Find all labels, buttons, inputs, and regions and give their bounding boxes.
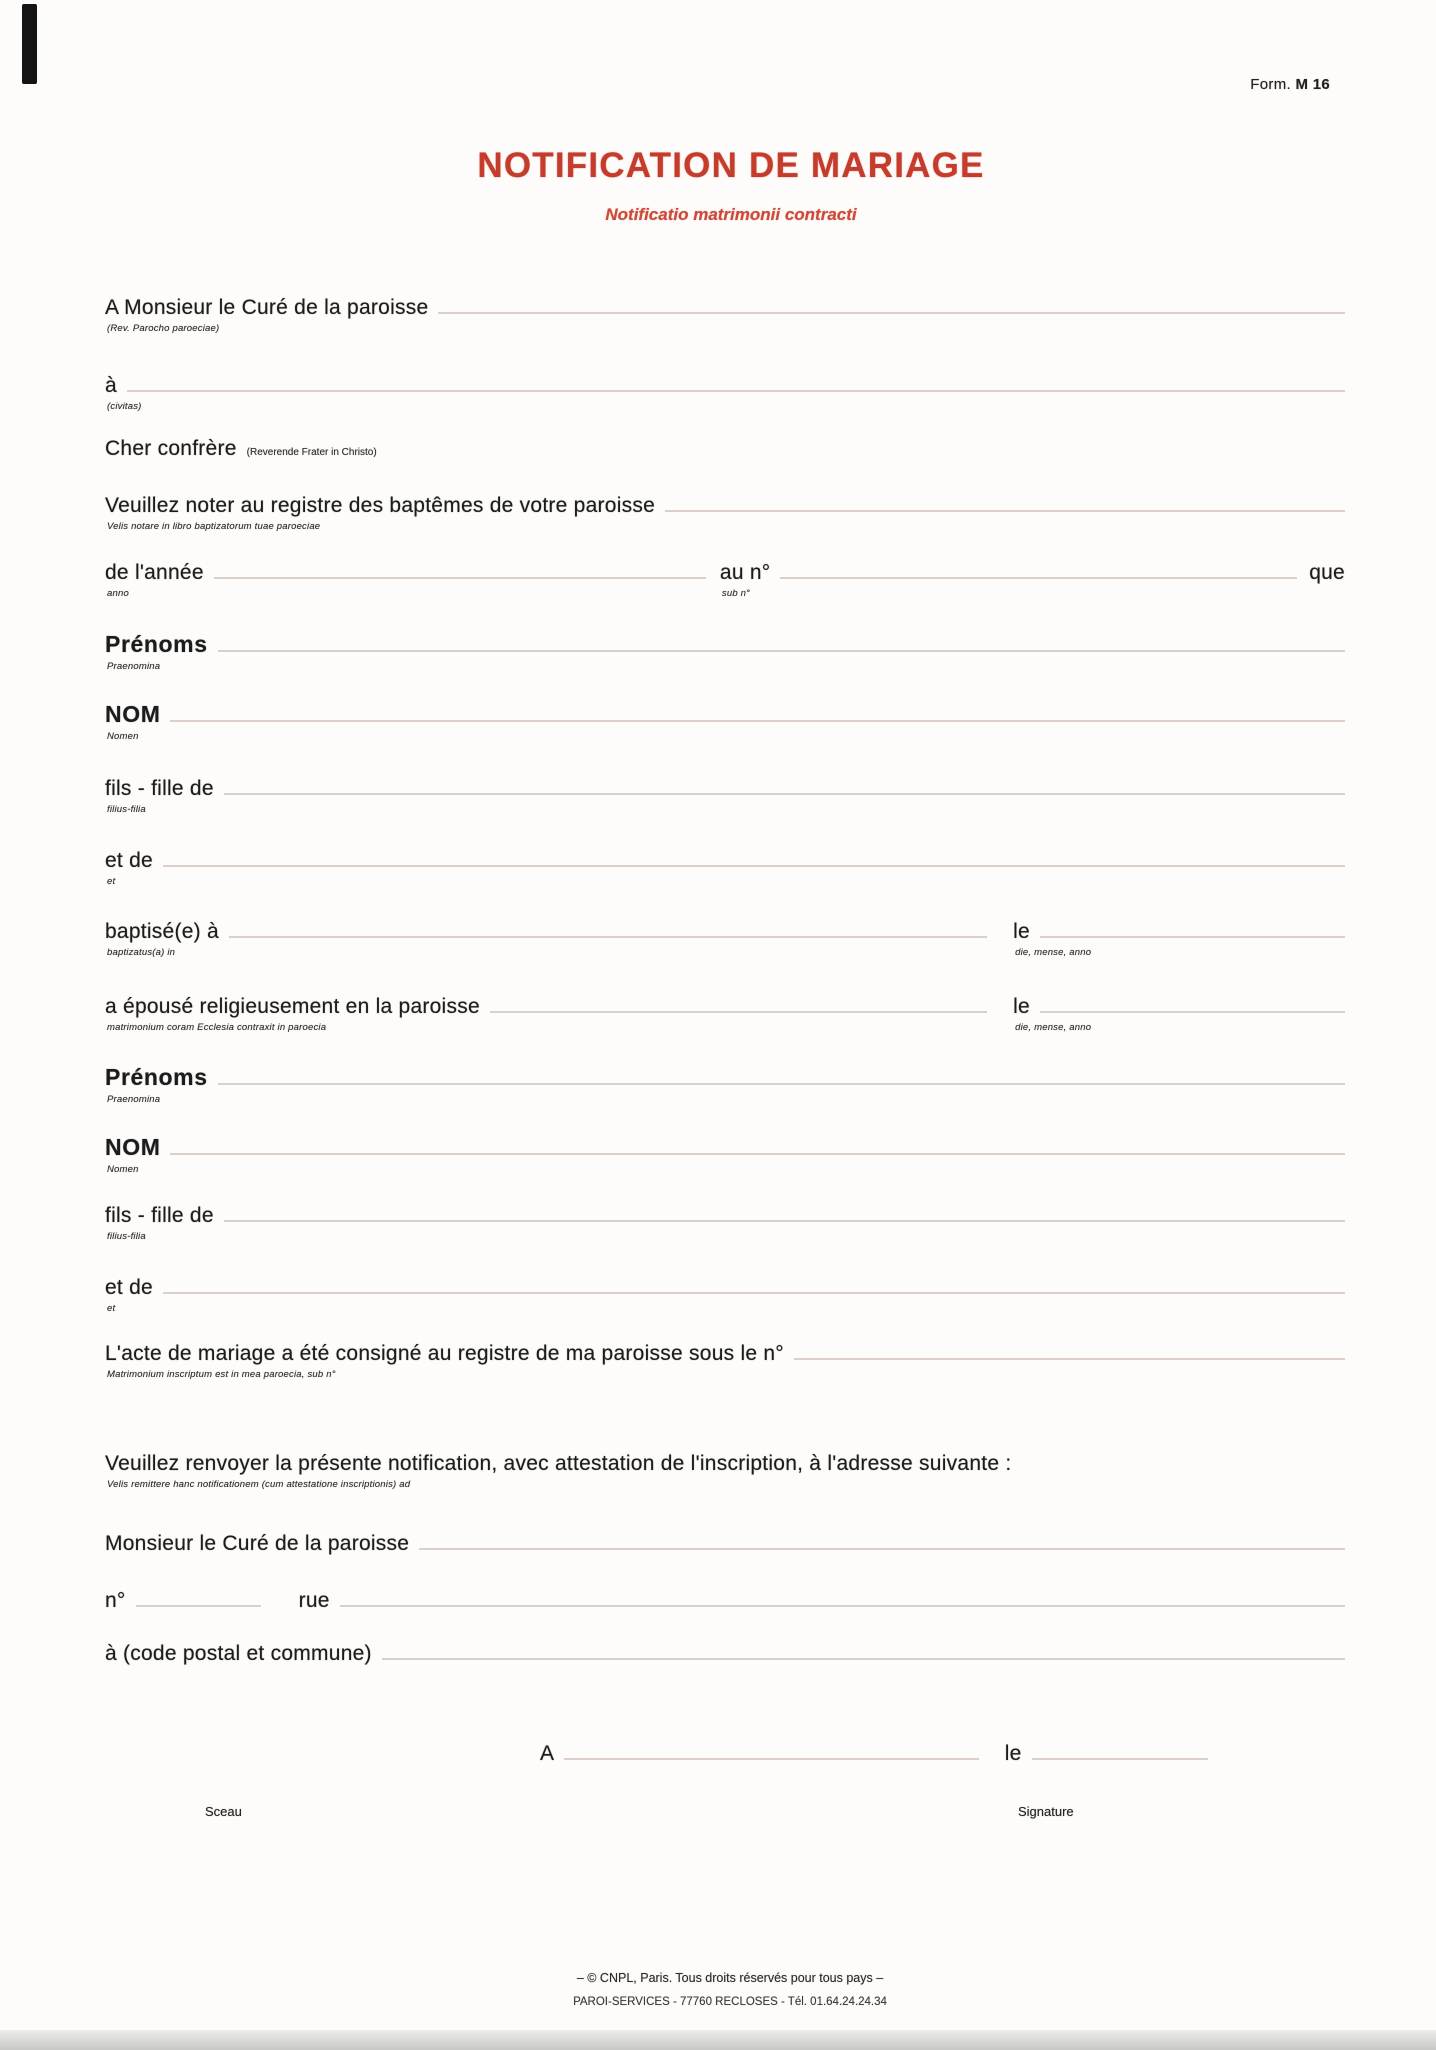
row-spouse1-and-of xyxy=(105,849,1345,887)
row-commune xyxy=(105,1642,1345,1666)
return-addressee-label: Monsieur le Curé de la paroisse xyxy=(105,1532,410,1555)
married-latin: matrimonium coram Ecclesia contraxit in paroecia xyxy=(107,1022,327,1033)
baptized-date-label: le xyxy=(1013,920,1030,943)
form-code xyxy=(1250,76,1330,93)
baptized-latin: baptizatus(a) in xyxy=(107,947,176,958)
spouse1-child-of-label: fils - fille de xyxy=(105,777,214,800)
blank-line-street xyxy=(340,1603,1345,1607)
street-label: rue xyxy=(298,1589,330,1612)
row-spouse1-child-of xyxy=(105,777,1345,815)
field-number xyxy=(719,561,771,599)
field-year xyxy=(105,561,204,599)
married-label: a épousé religieusement en la paroisse xyxy=(105,995,480,1018)
seal-label: Sceau xyxy=(205,1804,242,1819)
field-spouse2-and-of xyxy=(105,1276,153,1314)
spouse1-nom-label: NOM xyxy=(105,701,161,727)
field-spouse1-prenoms xyxy=(105,631,208,672)
signed-at-label: A xyxy=(540,1742,555,1765)
row-spouse1-nom xyxy=(105,701,1345,742)
blank-line-spouse2-nom xyxy=(170,1151,1345,1155)
scan-bottom-edge xyxy=(0,2030,1436,2050)
field-married xyxy=(105,995,480,1033)
spouse2-nom-latin: Nomen xyxy=(107,1164,139,1175)
blank-line-married-parish xyxy=(490,1009,987,1013)
row-place xyxy=(105,374,1345,412)
commune-label: à (code postal et commune) xyxy=(105,1642,372,1665)
field-spouse2-prenoms xyxy=(105,1064,208,1105)
blank-line-spouse2-prenoms xyxy=(218,1081,1345,1085)
signed-on-label: le xyxy=(1004,1742,1022,1765)
blank-line-street-number xyxy=(136,1603,261,1607)
field-spouse1-nom xyxy=(105,701,161,742)
blank-line-act-number xyxy=(794,1356,1345,1360)
blank-line-register xyxy=(665,508,1345,512)
footer-publisher: PAROI-SERVICES - 77760 RECLOSES - Tél. 01.64.24.24.34 xyxy=(573,1996,887,2008)
field-baptized xyxy=(105,920,219,958)
blank-line-spouse2-child-of xyxy=(224,1218,1345,1222)
blank-line-signed-place xyxy=(564,1756,979,1760)
field-act xyxy=(105,1342,784,1380)
field-spouse1-and-of xyxy=(105,849,153,887)
blank-line-married-date xyxy=(1040,1009,1345,1013)
baptized-label: baptisé(e) à xyxy=(105,920,219,943)
number-label: au n° xyxy=(719,561,771,584)
married-date-label: le xyxy=(1013,995,1030,1018)
blank-line-baptized-place xyxy=(229,934,987,938)
page-subtitle-latin: Notificatio matrimonii contracti xyxy=(605,205,857,224)
field-place xyxy=(105,374,142,412)
blank-line-place xyxy=(127,388,1345,392)
salutation-label: Cher confrère xyxy=(105,437,237,460)
spouse2-nom-label: NOM xyxy=(105,1134,161,1160)
form-code-number: M 16 xyxy=(1295,76,1330,93)
row-street xyxy=(105,1589,1345,1613)
street-number-label: n° xyxy=(105,1589,126,1612)
row-salutation xyxy=(105,437,1345,461)
row-spouse2-child-of xyxy=(105,1204,1345,1242)
row-married xyxy=(105,995,1345,1033)
spouse1-prenoms-latin: Praenomina xyxy=(107,661,161,672)
form-code-prefix: Form. xyxy=(1250,76,1291,93)
that-label: que xyxy=(1309,561,1345,584)
blank-line-spouse1-and-of xyxy=(163,863,1345,867)
blank-line-commune xyxy=(382,1656,1345,1660)
row-addressee xyxy=(105,296,1345,334)
spouse2-child-of-label: fils - fille de xyxy=(105,1204,214,1227)
blank-line-number xyxy=(780,575,1297,579)
row-return-instruction xyxy=(105,1452,1345,1490)
blank-line-spouse2-and-of xyxy=(163,1290,1345,1294)
baptized-date-latin: die, mense, anno xyxy=(1015,947,1092,958)
spouse2-prenoms-latin: Praenomina xyxy=(107,1094,161,1105)
blank-line-spouse1-child-of xyxy=(224,791,1345,795)
blank-line-signed-date xyxy=(1032,1756,1208,1760)
addressee-latin: (Rev. Parocho paroeciae) xyxy=(107,323,220,334)
return-instruction-latin: Velis remittere hanc notificationem (cum attestatione inscriptionis) ad xyxy=(107,1479,411,1490)
row-register xyxy=(105,494,1345,532)
row-spouse2-and-of xyxy=(105,1276,1345,1314)
row-baptized xyxy=(105,920,1345,958)
number-latin: sub n° xyxy=(721,588,751,599)
blank-line-spouse1-prenoms xyxy=(218,648,1345,652)
register-latin: Velis notare in libro baptizatorum tuae paroeciae xyxy=(107,521,321,532)
row-spouse1-prenoms xyxy=(105,631,1345,672)
year-latin: anno xyxy=(107,588,129,599)
married-date-latin: die, mense, anno xyxy=(1015,1022,1092,1033)
spouse1-nom-latin: Nomen xyxy=(107,731,139,742)
footer-copyright: – © CNPL, Paris. Tous droits réservés pour tous pays – xyxy=(576,1971,884,1985)
spouse1-and-of-latin: et xyxy=(107,876,116,887)
row-spouse2-prenoms xyxy=(105,1064,1345,1105)
addressee-label: A Monsieur le Curé de la paroisse xyxy=(105,296,429,319)
register-label: Veuillez noter au registre des baptêmes de votre paroisse xyxy=(105,494,656,517)
act-latin: Matrimonium inscriptum est in mea paroecia, sub n° xyxy=(107,1369,336,1380)
spouse1-and-of-label: et de xyxy=(105,849,153,872)
field-register xyxy=(105,494,656,532)
spouse1-prenoms-label: Prénoms xyxy=(105,631,208,657)
salutation-latin: (Reverende Frater in Christo) xyxy=(246,447,377,458)
place-latin: (civitas) xyxy=(107,401,142,412)
field-married-date xyxy=(1013,995,1092,1033)
field-return-instruction xyxy=(105,1452,1012,1490)
row-act xyxy=(105,1342,1345,1380)
page-title: NOTIFICATION DE MARIAGE xyxy=(477,146,985,185)
blank-line-baptized-date xyxy=(1040,934,1345,938)
blank-line-spouse1-nom xyxy=(170,718,1345,722)
field-spouse2-child-of xyxy=(105,1204,214,1242)
blank-line-addressee xyxy=(438,310,1345,314)
field-addressee xyxy=(105,296,429,334)
act-label: L'acte de mariage a été consigné au registre de ma paroisse sous le n° xyxy=(105,1342,784,1365)
return-instruction-label: Veuillez renvoyer la présente notification, avec attestation de l'inscription, à l'adresse suivante : xyxy=(105,1452,1012,1475)
scan-corner-mark xyxy=(22,4,37,84)
field-spouse2-nom xyxy=(105,1134,161,1175)
blank-line-year xyxy=(214,575,706,579)
signature-label: Signature xyxy=(1018,1804,1074,1819)
spouse1-child-of-latin: filius-filia xyxy=(107,804,146,815)
row-year-number xyxy=(105,561,1345,599)
row-spouse2-nom xyxy=(105,1134,1345,1175)
blank-line-return-addressee xyxy=(419,1546,1345,1550)
field-baptized-date xyxy=(1013,920,1092,958)
place-label: à xyxy=(105,374,117,397)
spouse2-and-of-latin: et xyxy=(107,1303,116,1314)
row-return-addressee xyxy=(105,1532,1345,1556)
row-signed-place-date xyxy=(540,1742,1208,1766)
spouse2-child-of-latin: filius-filia xyxy=(107,1231,146,1242)
spouse2-and-of-label: et de xyxy=(105,1276,153,1299)
spouse2-prenoms-label: Prénoms xyxy=(105,1064,208,1090)
year-label: de l'année xyxy=(105,561,204,584)
field-spouse1-child-of xyxy=(105,777,214,815)
